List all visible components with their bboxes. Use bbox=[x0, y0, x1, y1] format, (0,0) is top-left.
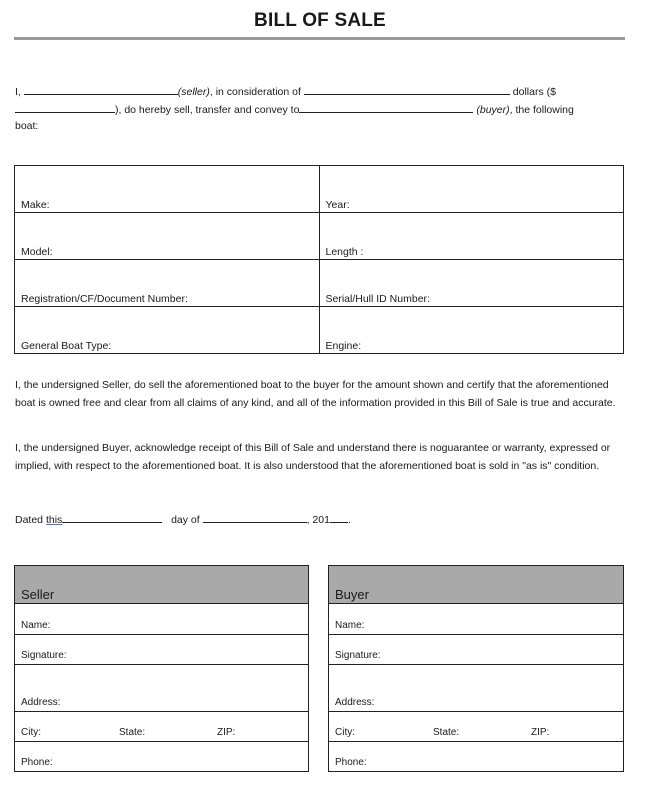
seller-city-label: City: bbox=[21, 727, 41, 738]
seller-address-label: Address: bbox=[21, 697, 61, 708]
model-cell[interactable] bbox=[15, 213, 320, 260]
intro-buyer-label: (buyer) bbox=[476, 103, 510, 116]
engine-cell[interactable] bbox=[319, 307, 624, 354]
serial-label: Serial/Hull ID Number: bbox=[325, 293, 430, 305]
day-of-label: day of bbox=[171, 514, 200, 526]
seller-heading: Seller bbox=[15, 566, 308, 604]
buyer-name-blank[interactable] bbox=[299, 101, 473, 113]
year-prefix: , 201 bbox=[306, 514, 330, 526]
make-cell[interactable] bbox=[15, 166, 320, 213]
year-label: Year: bbox=[325, 199, 350, 211]
buyer-phone-label: Phone: bbox=[335, 757, 367, 768]
intro-following: , the following bbox=[509, 103, 574, 116]
registration-cell[interactable] bbox=[15, 260, 320, 307]
boat-type-label: General Boat Type: bbox=[21, 340, 112, 352]
buyer-signature-row[interactable] bbox=[329, 635, 623, 665]
year-blank[interactable] bbox=[330, 511, 348, 523]
intro-paragraph bbox=[15, 83, 615, 136]
seller-city-row[interactable] bbox=[15, 712, 308, 742]
seller-name-row[interactable] bbox=[15, 604, 308, 635]
dollar-amount-blank[interactable] bbox=[15, 101, 115, 113]
seller-signature-row[interactable] bbox=[15, 635, 308, 665]
document-title: BILL OF SALE bbox=[254, 10, 386, 31]
buyer-city-row[interactable] bbox=[329, 712, 623, 742]
boat-details-table bbox=[14, 165, 624, 354]
dated-this: this bbox=[45, 514, 63, 526]
buyer-signature-label: Signature: bbox=[335, 650, 381, 661]
consideration-blank[interactable] bbox=[304, 83, 510, 95]
boat-type-cell[interactable] bbox=[15, 307, 320, 354]
dated-line bbox=[15, 511, 351, 526]
dated-period: . bbox=[347, 514, 351, 526]
serial-cell[interactable] bbox=[319, 260, 624, 307]
intro-boat: boat: bbox=[15, 120, 39, 132]
seller-signature-label: Signature: bbox=[21, 650, 67, 661]
buyer-statement: I, the undersigned Buyer, acknowledge receipt of this Bill of Sale and understand there is noguarantee or warranty, expressed or implied, with respect to the aforementioned boat. It is also understood that the aforementioned boat is sold in "as is" condition. bbox=[15, 442, 611, 472]
intro-conveys: ), do hereby sell, transfer and convey to bbox=[115, 103, 300, 116]
dated-label: Dated bbox=[15, 514, 44, 526]
buyer-heading: Buyer bbox=[329, 566, 623, 604]
buyer-address-label: Address: bbox=[335, 697, 375, 708]
engine-label: Engine: bbox=[325, 340, 362, 352]
year-cell[interactable] bbox=[319, 166, 624, 213]
buyer-state-label: State: bbox=[433, 727, 460, 738]
buyer-address-row[interactable] bbox=[329, 665, 623, 712]
seller-box bbox=[14, 565, 309, 772]
seller-name-label: Name: bbox=[21, 620, 51, 631]
intro-dollars: dollars ($ bbox=[512, 86, 556, 98]
buyer-zip-label: ZIP: bbox=[531, 727, 550, 738]
month-blank[interactable] bbox=[203, 511, 307, 523]
seller-phone-row[interactable] bbox=[15, 742, 308, 771]
buyer-city-label: City: bbox=[335, 727, 355, 738]
buyer-name-row[interactable] bbox=[329, 604, 623, 635]
registration-label: Registration/CF/Document Number: bbox=[21, 293, 188, 305]
intro-consideration: , in consideration of bbox=[209, 86, 301, 98]
seller-statement: I, the undersigned Seller, do sell the aforementioned boat to the buyer for the amount shown and certify that the aforementioned boat is owned free and clear from all claims of any kind, and all of the information provided in this Bill of Sale is true and accurate. bbox=[15, 379, 616, 409]
model-label: Model: bbox=[21, 246, 53, 258]
seller-phone-label: Phone: bbox=[21, 757, 53, 768]
day-blank[interactable] bbox=[62, 511, 162, 523]
seller-zip-label: ZIP: bbox=[217, 727, 236, 738]
length-cell[interactable] bbox=[319, 213, 624, 260]
make-label: Make: bbox=[21, 199, 50, 211]
intro-seller-label: (seller) bbox=[177, 86, 210, 98]
title-rule bbox=[14, 37, 625, 40]
length-label: Length : bbox=[325, 246, 364, 258]
seller-address-row[interactable] bbox=[15, 665, 308, 712]
seller-state-label: State: bbox=[119, 727, 146, 738]
buyer-name-label: Name: bbox=[335, 620, 365, 631]
seller-name-blank[interactable] bbox=[24, 83, 178, 95]
intro-i: I, bbox=[15, 86, 21, 98]
buyer-box bbox=[328, 565, 624, 772]
buyer-phone-row[interactable] bbox=[329, 742, 623, 771]
